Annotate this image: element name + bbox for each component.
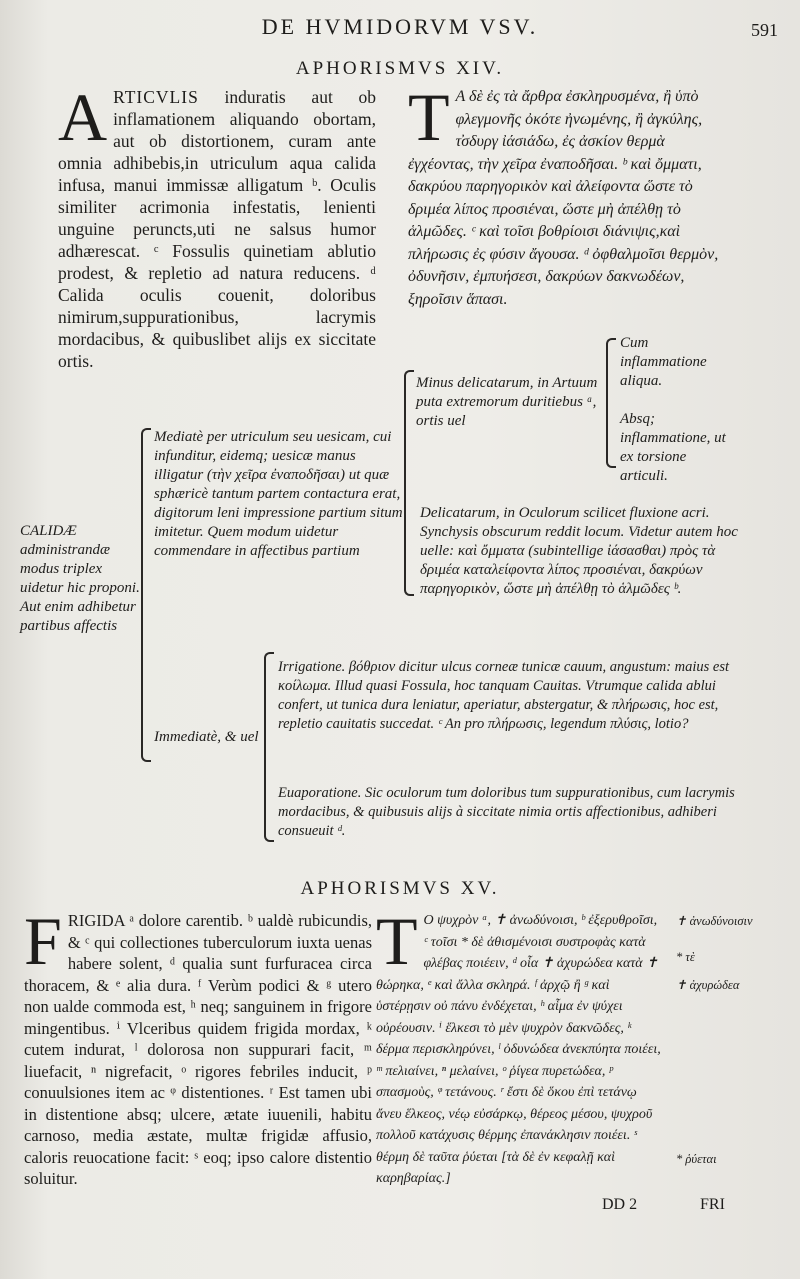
side-note: * τὲ: [676, 950, 695, 964]
side-note: ✝ ἀνωδύνοισιν: [676, 914, 753, 928]
aphorism-14-latin: [58, 79, 376, 372]
latin-dropcap: A: [58, 79, 108, 155]
diagram-mediate: Mediatè per utriculum seu uesicam, cui infunditur, eidemq; uesicæ manus illigatur (τὴν χεῖρα ἐναποδῆσαι) ut quæ sphæricè tantum partem contactura erat, digitorum leni impressione partium situm imitetur. Quem modum uidetur commendare in affectibus partium: [154, 429, 403, 559]
diagram-evaporatione: Euaporatione. Sic oculorum tum doloribus tum suppurationibus, cum lacrymis mordacibus, & quibusuis alijs à siccitate nimia ortis affectionibus, adhiberi consueuit ᵈ.: [278, 785, 735, 839]
immediate-bracket: [264, 652, 274, 842]
diagram-irrigatione: Irrigatione. βόθριον dicitur ulcus corneæ tunicæ cauum, angustum: maius est κοίλωμα. Illud quasi Fossula, hoc tanquam Cauitas. Vtrumque calida ablui confert, ut tunica dura leniatur, aperiatur, abstergatur, & πλήρωσις, hoc est, repletio cauitatis succedat. ᶜ An pro πλήρωσις, legendum πλύσις, lotio?: [278, 659, 730, 732]
greek-dropcap: Τ: [408, 79, 450, 155]
latin-first-word: RTICVLIS: [113, 87, 199, 107]
greek-paragraph-15: Ο ψυχρὸν ᵃ, ✝ ἀνωδύνοισι, ᵇ ἐξερυθροῖσι, ᶜ τοῖσι * δὲ ἀθισμένοισι συστροφὰς κατὰ φλέβας ποιέειν, ᵈ οἷα ✝ ἀχυρώδεα κατὰ ✝ θώρηκα, ᵉ καὶ ἄλλα σκληρά. ᶠ ἀρχῷ ἢ ᵍ καὶ ὑστέρῃσιν οὐ πάνυ ἐνδέχεται, ʰ αἷμα ἐν ψύχει οὐρέουσιν. ⁱ ἕλκεσι τὸ μὲν ψυχρὸν δακνῶδες, ᵏ δέρμα περισκληρύνει, ˡ ὀδυνώδεα ἀνεκπύητα ποιέει, ᵐ πελιαίνει, ⁿ μελαίνει, ᵒ ῥίγεα πυρετώδεα, ᵖ σπασμοὺς, ᵠ τετάνους. ʳ ἔστι δὲ ὅκου ἐπὶ τετάνῳ ἄνευ ἕλκεος, νέῳ εὐσάρκῳ, θέρεος μέσου, ψυχροῦ πολλοῦ κατάχυσις θέρμης ἐπανάκλησιν ποιέει. ˢ θέρμη δὲ ταῦτα ῥύεται [τὰ δὲ ἐν κεφαλῇ καὶ καρηβαρίας.]: [376, 913, 661, 1186]
root-bracket: [141, 428, 151, 762]
side-note: ✝ ἀχυρώδεα: [676, 978, 740, 992]
diagram-cum: Cum inflammatione aliqua.: [620, 335, 707, 389]
catchword: FRI: [700, 1196, 725, 1213]
aphorism-15-greek: [376, 903, 662, 1190]
page-number: 591: [751, 20, 778, 40]
aphorism-14-greek: [408, 79, 720, 311]
minus-bracket: [606, 338, 616, 468]
side-note: * ῥύεται: [676, 1152, 717, 1166]
running-header: DE HVMIDORVM VSV.: [261, 14, 539, 39]
diagram-delicatarum: Delicatarum, in Oculorum scilicet fluxione acri. Synchysis obscurum reddit locum. Videtur autem hoc uelle: καὶ ὄμματα (subintellige ἰάσασθαι) πρὸς τὰ δριμέα καταλείφοντα λίπος προσιέναι, δακρύων παρηγορικὸν, ὥστε μὴ ἀπέλθῃ τὸ ἁλμῶδες ᵇ.: [420, 505, 738, 597]
diagram-minus: Minus delicatarum, in Artuum puta extremorum duritiebus ᵃ, ortis uel: [416, 375, 598, 429]
diagram-immediate: Immediatè, & uel: [154, 729, 259, 745]
diagram-absq: Absq; inflammatione, ut ex torsione articuli.: [620, 411, 726, 484]
aphorism-14-title: APHORISMVS XIV.: [295, 58, 505, 79]
latin-paragraph-15: RIGIDA ᵃ dolore carentib. ᵇ ualdè rubicundis, & ᶜ qui collectiones tuberculorum iuxta uenas habere solent, ᵈ qualia sunt furfuracea circa thoracem, & ᵉ alia dura. ᶠ Verùm podici & ᵍ utero non ualde commoda est, ʰ neq; sanguinem in frigore mingentibus. ⁱ Vlceribus quidem frigida mordax, ᵏ cutem indurat, ˡ dolorosa non suppurari facit, ᵐ liuefacit, ⁿ nigrefacit, ᵒ rigores febriles inducit, ᵖ conuulsiones item ac ᵠ distentiones. ʳ Est tamen ubi in distentione absq; ulcere, ætate iuuenili, habitu carnoso, media æstate, multæ frigidæ affusio, caloris reuocatione facit: ˢ eoq; ipso calore distentio soluitur.: [24, 911, 372, 1188]
latin-paragraph: induratis aut ob inflamationem aliquando obortam, aut ob distortionem, curam ante omnia adhibebis,in utriculum aqua calida infusa, manui immissæ alligatum ᵇ. Oculis similiter acrimonia infestatis, lenienti unguine peruncts,uti ne salsus humor adhærescat. ᶜ Fossulis quinetiam ablutio prodest, & repletio ad natura reducens. ᵈ Calida oculis couenit, doloribus nimirum,suppurationibus, lacrymis mordacibus, & quibuslibet alijs ex siccitate ortis.: [58, 87, 376, 371]
greek-paragraph: Α δὲ ἐς τὰ ἄρθρα ἐσκληρυσμένα, ἢ ὑπὸ φλεγμονῆς ὀκότε ἠνωμένης, ἢ ἀγκύλης, τ̓σδυργ ἰάσιάδω, ἐς ἀσκίον θερμὰ ἐγχέοντας, τὴν χεῖρα ἐναποδῆσαι. ᵇ καὶ ὄμματι, δακρύου παρηγορικὸν καὶ ἀλείφοντα ὥστε τὸ δριμέα λίπος προσιέναι, ὥστε μὴ ἀπέλθῃ τὸ ἁλμῶδες. ᶜ καὶ τοῖσι βοθρίοισι διάνιψις,καὶ πλήρωσις ἐς φύσιν ἄγουσα. ᵈ ὀφθαλμοῖσι θερμὸν, ὀδυνῆσιν, ἐμπυήσεσι, δακρύων δακνωδέων, ξηροῖσιν ἅπασι.: [408, 88, 719, 308]
diagram-root: CALIDÆ administrandæ modus triplex uidetur hic proponi. Aut enim adhibetur partibus affectis: [20, 523, 140, 634]
aphorism-15-title: APHORISMVS XV.: [300, 878, 500, 899]
signature-mark: DD 2: [602, 1196, 638, 1213]
greek-dropcap-15: Τ: [376, 903, 418, 979]
aphorism-15-latin: [24, 903, 372, 1190]
latin-dropcap-15: F: [24, 903, 62, 979]
